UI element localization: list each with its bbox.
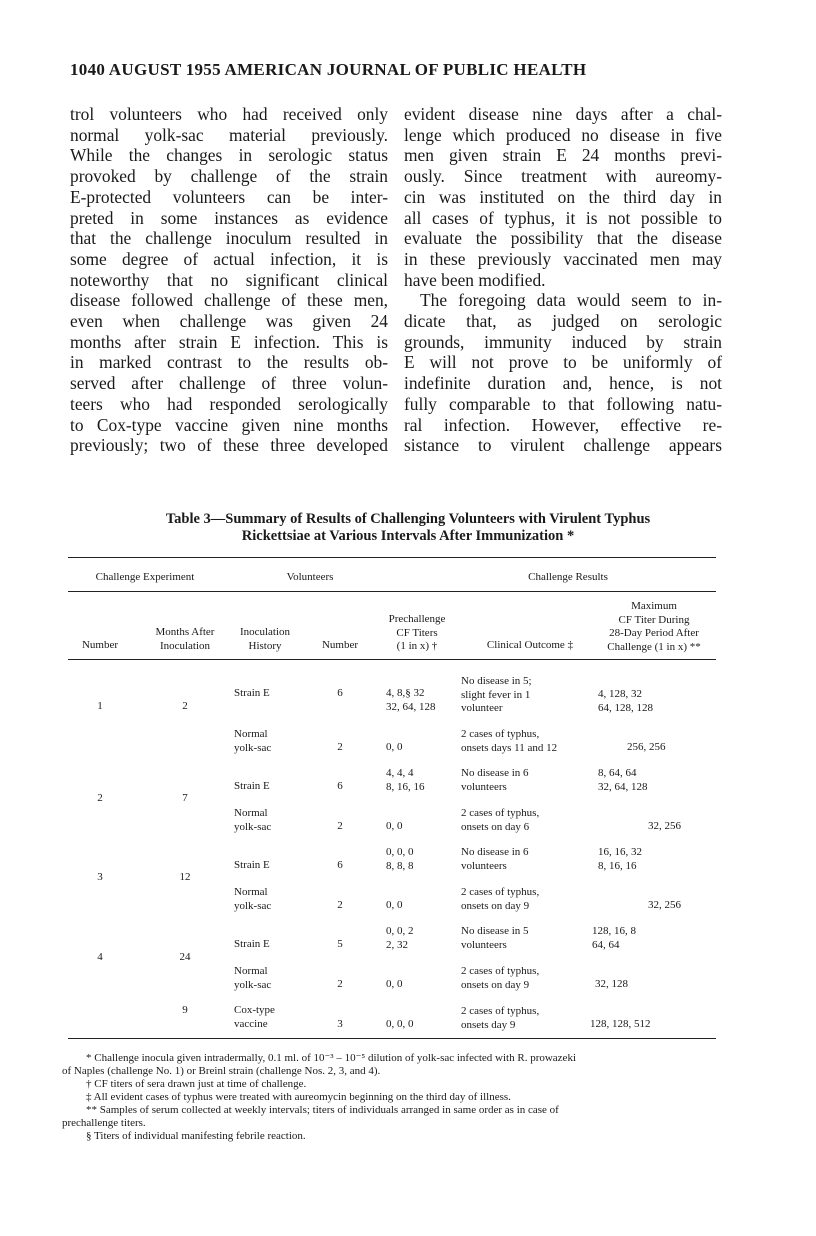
row-prechallenge [386,767,425,794]
value-line: Normal [234,886,268,898]
text-line: have been modified. [404,269,546,290]
value-line: 2 cases of typhus, [461,1005,540,1017]
table-footnotes [62,1052,712,1143]
row-max-titer [598,846,642,873]
row-max-titer [598,688,653,715]
text-line: cin was instituted on the third day in [404,186,722,207]
header-line: History [248,639,282,652]
row-outcome [461,965,539,992]
row-count: 2 [337,978,343,990]
text-line: disease followed challenge of these men, [70,290,388,311]
experiment-months: 2 [182,700,188,712]
value-line: 4, 128, 32 [598,688,642,700]
row-max-titer [592,925,636,952]
row-history [234,728,271,755]
text-line: previously; two of these three developed [70,435,388,456]
experiment-months: 12 [179,871,191,883]
text-line: preted in some instances as evidence [70,207,388,228]
col-header-max-titer [592,600,716,654]
table-header-bottom-rule [68,659,716,660]
header-line: CF Titer During [618,613,690,626]
row-history: Strain E [234,780,270,792]
row-prechallenge [386,925,414,952]
row-history [234,807,271,834]
value-line: 2 cases of typhus, [461,965,540,977]
header-line: Months After [155,626,215,638]
text-line: some degree of actual infection, it is [70,248,388,269]
value-line: 2 cases of typhus, [461,807,540,819]
value-line: 4, 4, 4 [386,767,414,779]
text-line: E will not prove to be uniformly of [404,352,722,373]
row-history: Strain E [234,938,270,950]
col-header-vol-number: Number [321,639,359,651]
row-history [234,1004,275,1031]
value-line: 8, 64, 64 [598,767,637,779]
experiment-number: 4 [97,951,103,963]
row-prechallenge: 0, 0 [386,899,403,911]
row-history: Strain E [234,687,270,699]
value-line: No disease in 5 [461,925,529,937]
value-line: Normal [234,807,268,819]
value-line: No disease in 5; [461,675,532,687]
row-count: 5 [337,938,343,950]
footnote: † CF titers of sera drawn just at time of challenge. [86,1078,307,1090]
table-caption [60,511,756,545]
value-line: No disease in 6 [461,846,529,858]
value-line: onsets on day 6 [461,820,530,833]
experiment-months: 24 [179,951,191,963]
value-line: volunteers [461,859,507,872]
experiment-months: 9 [182,1004,188,1016]
text-line: provoked by challenge of the strain [70,166,388,187]
value-line: 8, 16, 16 [598,859,637,872]
row-count: 2 [337,899,343,911]
row-outcome [461,807,539,834]
value-line: Cox-type [234,1004,275,1016]
header-line: Inoculation [239,626,291,638]
value-line: yolk-sac [234,899,272,912]
row-count: 6 [337,780,343,792]
value-line: 4, 8,§ 32 [386,687,425,699]
row-count: 2 [337,741,343,753]
value-line: onsets on day 9 [461,978,530,991]
value-line: 8, 8, 8 [386,859,414,872]
value-line: Normal [234,728,268,740]
header-line: 28-Day Period After [609,627,699,639]
value-line: volunteers [461,780,507,793]
right-text-column [404,104,722,456]
row-prechallenge: 0, 0 [386,978,403,990]
value-line: vaccine [234,1017,268,1030]
header-line: Maximum [631,600,677,612]
row-outcome [461,925,529,952]
row-max-titer: 128, 128, 512 [590,1018,651,1030]
col-header-months [140,626,230,653]
row-prechallenge [386,687,436,714]
value-line: slight fever in 1 [461,688,531,701]
text-line: The foregoing data would seem to in- [420,290,722,311]
value-line: 64, 128, 128 [598,701,653,714]
footnote: of Naples (challenge No. 1) or Breinl strain (challenge Nos. 2, 3, and 4). [62,1065,381,1077]
row-prechallenge: 0, 0, 0 [386,1018,414,1030]
header-line: CF Titers [396,626,438,639]
row-max-titer [598,767,648,794]
value-line: onsets day 9 [461,1018,516,1031]
value-line: 2 cases of typhus, [461,886,540,898]
value-line: yolk-sac [234,820,272,833]
row-history [234,965,271,992]
col-header-number: Number [81,639,119,651]
text-line: trol volunteers who had received only [70,104,388,124]
row-prechallenge: 0, 0 [386,820,403,832]
value-line: yolk-sac [234,741,272,754]
text-line: in marked contrast to the results ob- [70,352,388,373]
text-line: men given strain E 24 months previ- [404,145,722,166]
row-outcome [461,675,532,716]
header-line: (1 in x) † [396,640,438,652]
row-history: Strain E [234,859,270,871]
row-outcome [461,767,529,794]
experiment-number: 2 [97,792,103,804]
value-line: 2, 32 [386,938,408,951]
group-header-volunteers: Volunteers [286,571,334,583]
row-outcome [461,846,529,873]
header-line: Prechallenge [388,613,446,625]
text-line: dicate that, as judged on serologic [404,311,722,332]
row-history [234,886,271,913]
text-line: While the changes in serologic status [70,145,388,166]
running-header: 1040 AUGUST 1955 AMERICAN JOURNAL OF PUBLIC HEALTH [70,60,587,79]
footnote: ** Samples of serum collected at weekly intervals; titers of individuals arranged in same order as in case of [86,1104,559,1116]
text-line: ral infection. However, effective re- [404,414,722,435]
text-line: evident disease nine days after a chal- [404,104,722,124]
row-outcome [461,886,539,913]
footnote: prechallenge titers. [62,1117,146,1129]
row-count: 6 [337,859,343,871]
value-line: No disease in 6 [461,767,529,779]
value-line: 0, 0, 2 [386,925,414,937]
experiment-number: 1 [97,700,103,712]
text-line: indefinite duration and, hence, is not [404,373,722,394]
row-max-titer: 32, 128 [595,978,628,990]
text-line: fully comparable to that following natu- [404,393,722,414]
text-line: ously. Since treatment with aureomy- [404,166,722,187]
value-line: 32, 64, 128 [386,700,436,713]
group-header-challenge-results: Challenge Results [528,571,608,583]
text-line: lenge which produced no disease in five [404,124,722,145]
table-header-rule [68,591,716,592]
experiment-months: 7 [182,792,188,804]
text-line: noteworthy that no significant clinical [70,269,388,290]
value-line: 0, 0, 0 [386,846,414,858]
text-line: normal yolk-sac material previously. [70,124,388,145]
text-line: sistance to virulent challenge appears [404,435,722,456]
text-line: grounds, immunity induced by strain [404,331,722,352]
text-line: to Cox-type vaccine given nine months [70,414,388,435]
row-prechallenge: 0, 0 [386,741,403,753]
row-max-titer: 32, 256 [648,820,681,832]
text-line: in these previously vaccinated men may [404,248,722,269]
row-max-titer: 32, 256 [648,899,681,911]
text-line: all cases of typhus, it is not possible to [404,207,722,228]
value-line: onsets on day 9 [461,899,530,912]
value-line: volunteers [461,938,507,951]
text-line: evaluate the possibility that the disease [404,228,722,249]
value-line: Normal [234,965,268,977]
row-max-titer: 256, 256 [627,741,666,753]
row-prechallenge [386,846,414,873]
value-line: volunteer [461,702,503,714]
col-header-history [225,626,305,653]
footnote: § Titers of individual manifesting febrile reaction. [86,1130,306,1142]
value-line: yolk-sac [234,978,272,991]
header-line: Inoculation [159,639,211,652]
group-header-challenge-experiment: Challenge Experiment [95,571,195,583]
text-line: that the challenge inoculum resulted in [70,228,388,249]
table-top-rule [68,557,716,558]
row-outcome [461,1005,539,1032]
value-line: 128, 16, 8 [592,925,636,937]
value-line: onsets days 11 and 12 [461,741,558,754]
col-header-prechallenge [372,613,462,654]
row-count: 6 [337,687,343,699]
footnote: * Challenge inocula given intradermally, 0.1 ml. of 10⁻³ – 10⁻⁵ dilution of yolk-sac infected with R. prowazeki [86,1052,576,1064]
value-line: 32, 64, 128 [598,780,648,793]
row-count: 2 [337,820,343,832]
header-line: Challenge (1 in x) ** [607,640,701,653]
value-line: 64, 64 [592,938,620,951]
left-text-column [70,104,388,456]
text-line: served after challenge of three volun- [70,373,388,394]
col-header-outcome: Clinical Outcome ‡ [486,639,574,651]
row-outcome [461,728,557,755]
footnote: ‡ All evident cases of typhus were treated with aureomycin beginning on the third day of illness. [86,1091,511,1103]
value-line: 2 cases of typhus, [461,728,540,740]
value-line: 8, 16, 16 [386,780,425,793]
text-line: E-protected volunteers can be inter- [70,186,388,207]
table-bottom-rule [68,1038,716,1039]
text-line: months after strain E infection. This is [70,331,388,352]
text-line: even when challenge was given 24 [70,311,388,332]
caption-line: Table 3—Summary of Results of Challenging Volunteers with Virulent Typhus [165,511,651,527]
row-count: 3 [337,1018,343,1030]
text-line: teers who had responded serologically [70,393,388,414]
experiment-number: 3 [97,871,103,883]
value-line: 16, 16, 32 [598,846,642,858]
caption-line: Rickettsiae at Various Intervals After Immunization * [241,528,575,544]
